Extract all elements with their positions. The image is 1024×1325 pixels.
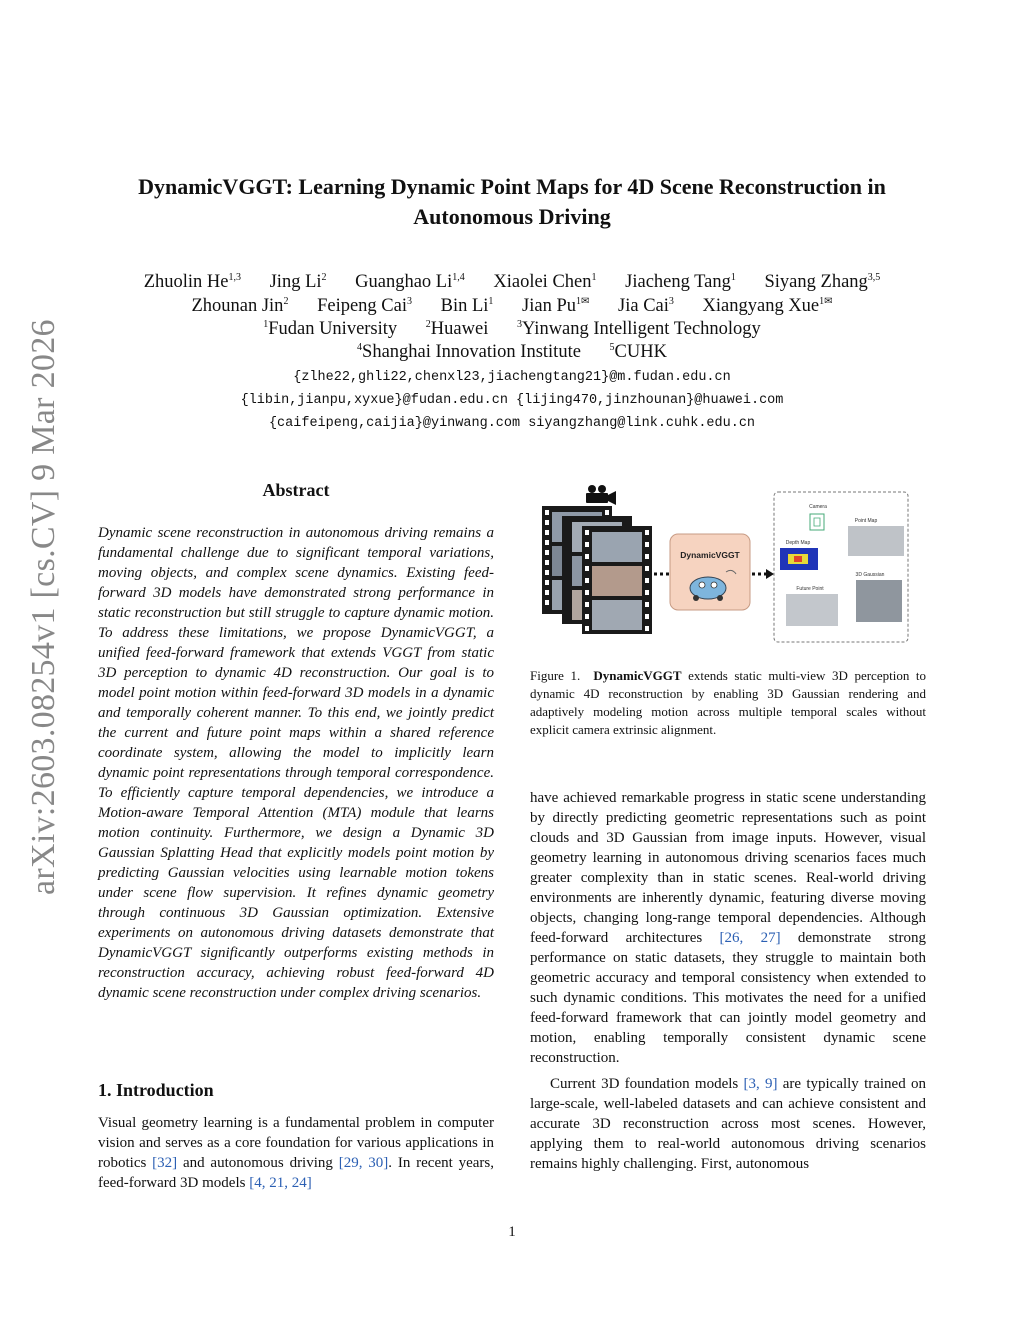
arxiv-identifier: arXiv:2603.08254v1 [cs.CV] 9 Mar 2026 <box>25 319 62 895</box>
paper-title <box>80 172 944 232</box>
author: Xiaolei Chen$^1$ <box>493 271 597 292</box>
figure-1 <box>530 484 926 654</box>
future-point-image <box>786 594 838 626</box>
output-label-3d-gaussian: 3D Gaussian <box>855 572 885 578</box>
authors-row-1 <box>60 271 964 294</box>
abstract-body: Dynamic scene reconstruction in autonomous driving remains a fundamental challenge due to significant temporal variations, moving objects, and complex scene dynamics. Existing feed-forward 3D models have demonstrated strong performance in static reconstruction but still struggle to capture dynamic motion. To address these limitations, we propose DynamicVGGT, a unified feed-forward framework that extends VGGT from static 3D perception to dynamic 4D reconstruction. Our goal is to model point motion within feed-forward 3D models in a dynamic and temporally coherent manner. To this end, we jointly predict the current and future point maps within a shared reference coordinate system, allowing the model to implicitly learn dynamic point representations through temporal correspondence. To efficiently capture temporal dependencies, we introduce a Motion-aware Temporal Attention (MTA) module that learns motion continuity. Furthermore, we design a Dynamic 3D Gaussian Splatting Head that explicitly models point motion by predicting Gaussian velocities using learnable motion tokens under scene flow supervision. It refines dynamic geometry through continuous 3D Gaussian optimization. Extensive experiments on autonomous driving datasets demonstrate that DynamicVGGT significantly outperforms existing methods in reconstruction accuracy, achieving robust feed-forward 4D dynamic scene reconstruction under complex driving scenarios. <box>98 525 494 1001</box>
author: Bin Li$^1$ <box>440 295 494 316</box>
intro-paragraph: Visual geometry learning is a fundamental problem in computer vision and serves as a core foundation for various applications in robotics [32] and autonomous driving [29, 30]. In recent years, feed-forward 3D models [4, 21, 24] <box>98 1115 494 1191</box>
email-line-3: {caifeipeng,caijia}@yinwang.com siyangzhang@link.cuhk.edu.cn <box>268 416 756 431</box>
affiliation: $^1$Fudan University <box>263 318 398 339</box>
author: Xiangyang Xue$^{1✉}$ <box>702 295 833 316</box>
gaussian-image <box>856 580 902 622</box>
depth-map-image <box>780 548 818 570</box>
arrow-head-icon <box>766 569 774 579</box>
body-paragraph: Current 3D foundation models [3, 9] are typically trained on large-scale, well-labeled datasets and can achieve consistent and accurate 3D reconstruction across most scenes. However, applying them to real-world autonomous driving scenarios remains highly challenging. First, autonomous <box>530 1076 926 1172</box>
dynamicvggt-box-label: DynamicVGGT <box>680 550 740 560</box>
author: Feipeng Cai$^3$ <box>317 295 412 316</box>
title-line-1: DynamicVGGT: Learning Dynamic Point Maps for 4D Scene Reconstruction in <box>138 174 886 199</box>
film-strip-icon <box>582 526 652 634</box>
author: Jia Cai$^3$ <box>618 295 674 316</box>
figure-1-caption: Figure 1. DynamicVGGT extends static multi-view 3D perception to dynamic 4D reconstruction by enabling 3D Gaussian rendering and adaptively modeling motion across multiple temporal scales without explicit camera extrinsic alignment. <box>530 668 926 737</box>
affiliations-row-1 <box>60 318 964 341</box>
email-line-1: {zlhe22,ghli22,chenxl23,jiachengtang21}@m.fudan.edu.cn <box>293 370 731 385</box>
title-line-2: Autonomous Driving <box>413 204 611 229</box>
section-heading-introduction: 1. Introduction <box>98 1080 214 1100</box>
affiliations-row-2 <box>60 341 964 364</box>
page-number: 1 <box>508 1224 516 1240</box>
author: Siyang Zhang$^{3,5}$ <box>764 271 881 292</box>
body-paragraph: have achieved remarkable progress in static scene understanding by directly predicting geometric representations such as point clouds and 3D Gaussian from image inputs. However, visual geometry learning in autonomous driving scenarios faces much greater complexity than in static scenes. Real-world driving environments are inherently dynamic, featuring diverse moving objects, changing long-range temporal dependencies. Although feed-forward architectures [26, 27] demonstrate strong performance on static datasets, they struggle to maintain both geometric accuracy and temporal consistency when extended to such dynamic conditions. This motivates the need for a unified feed-forward framework that can jointly model geometry and motion, enabling temporally consistent dynamic scene reconstruction. <box>530 790 926 1066</box>
output-label-point-map: Point Map <box>854 518 878 524</box>
camera-frustum-icon <box>810 514 824 530</box>
output-label-depth-map: Depth Map <box>785 540 811 546</box>
author: Guanghao Li$^{1,4}$ <box>355 271 465 292</box>
affiliation: $^3$Yinwang Intelligent Technology <box>516 318 761 339</box>
video-camera-icon <box>586 485 616 505</box>
right-column-text <box>530 788 926 1174</box>
author: Jiacheng Tang$^1$ <box>625 271 736 292</box>
affiliation: $^4$Shanghai Innovation Institute <box>357 341 581 362</box>
author: Jing Li$^2$ <box>269 271 327 292</box>
author: Jian $Pu^{1✉}$ <box>522 295 590 316</box>
citation-link[interactable]: [4, 21, 24] <box>249 1175 312 1191</box>
output-label-future-point: Future Point <box>796 586 824 592</box>
citation-link[interactable]: [3, 9] <box>743 1076 778 1092</box>
abstract-heading: Abstract <box>262 480 330 500</box>
output-label-camera: Camera <box>809 504 827 510</box>
citation-link[interactable]: [32] <box>152 1155 178 1171</box>
citation-link[interactable]: [29, 30] <box>338 1155 389 1171</box>
affiliation: $^5$CUHK <box>609 341 667 362</box>
author: Zhounan Jin$^2$ <box>191 295 289 316</box>
author: Zhuolin He$^{1,3}$ <box>143 271 241 292</box>
authors-row-2 <box>60 295 964 318</box>
email-line-2: {libin,jianpu,xyxue}@fudan.edu.cn {lijing470,jinzhounan}@huawei.com <box>240 393 784 408</box>
affiliation: $^2$Huawei <box>425 318 489 339</box>
point-map-image <box>848 526 904 556</box>
citation-link[interactable]: [26, 27] <box>719 930 781 946</box>
